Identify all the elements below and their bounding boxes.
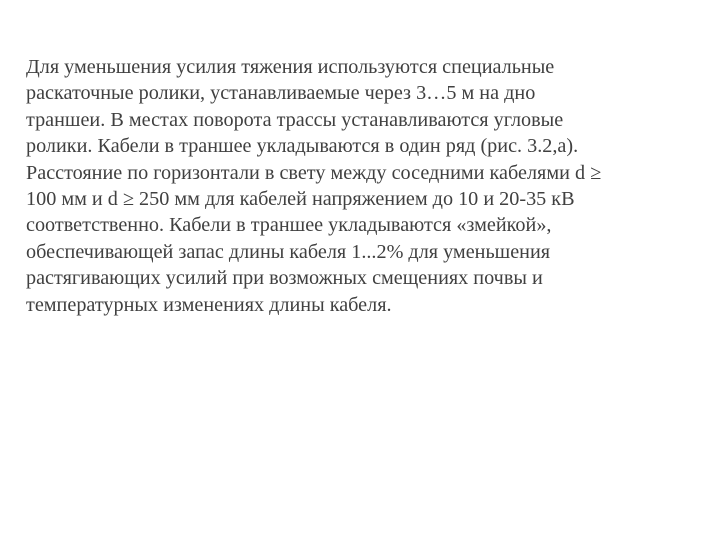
- text-line: Расстояние по горизонтали в свету между соседними кабелями d ≥: [26, 161, 602, 184]
- text-line: растягивающих усилий при возможных смещениях почвы и: [26, 267, 543, 290]
- text-line: обеспечивающей запас длины кабеля 1...2% для уменьшения: [26, 240, 551, 263]
- text-line: соответственно. Кабели в траншее укладываются «змейкой»,: [26, 214, 552, 237]
- text-line: 100 мм и d ≥ 250 мм для кабелей напряжением до 10 и 20-35 кВ: [26, 188, 575, 211]
- text-line: температурных изменениях длины кабеля.: [26, 293, 392, 316]
- body-text: [26, 54, 716, 318]
- text-line: траншеи. В местах поворота трассы устанавливаются угловые: [26, 108, 564, 131]
- text-line: Для уменьшения усилия тяжения используются специальные: [26, 56, 555, 78]
- text-line: ролики. Кабели в траншее укладываются в один ряд (рис. 3.2,а).: [26, 135, 579, 158]
- text-line: раскаточные ролики, устанавливаемые через 3…5 м на дно: [26, 82, 536, 105]
